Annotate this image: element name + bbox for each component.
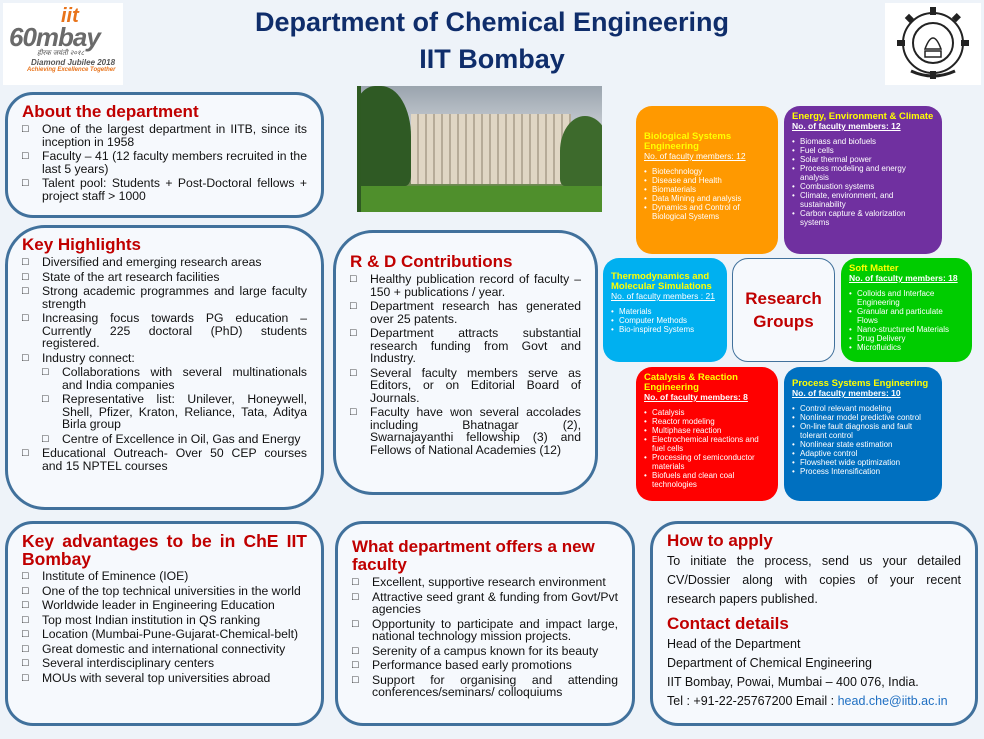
logo-hindi-text: हीरक जयंती २०१८ <box>37 50 85 57</box>
research-group-energy <box>784 106 942 254</box>
email-link[interactable]: head.che@iitb.ac.in <box>837 694 948 708</box>
group-topic: • Adaptive control <box>792 449 934 458</box>
list-item: □ MOUs with several top universities abroad <box>22 672 307 685</box>
group-faculty-count: No. of faculty members: 8 <box>644 392 748 402</box>
highlights-heading: Key Highlights <box>22 235 142 254</box>
group-topic: • Materials <box>611 307 719 316</box>
research-group-soft-matter <box>841 258 972 362</box>
group-faculty-count: No. of faculty members : 21 <box>611 291 715 301</box>
list-item: □ Increasing focus towards PG education – Currently 225 doctoral (PhD) students registered. <box>22 312 307 350</box>
about-department-box <box>5 92 324 218</box>
group-topic: • Fuel cells <box>792 146 934 155</box>
list-item: □ Healthy publication record of faculty – 150 + publications / year. <box>350 273 581 298</box>
group-topic: • Process modeling and energy analysis <box>792 164 934 182</box>
group-topic: • Microfluidics <box>849 343 964 352</box>
research-group-biological <box>636 106 778 254</box>
key-advantages-box <box>5 521 324 726</box>
group-title: Process Systems Engineering <box>792 378 929 389</box>
list-item: □ Talent pool: Students + Post-Doctoral fellows + project staff > 1000 <box>22 177 307 202</box>
group-title: Catalysis & Reaction Engineering <box>644 372 738 393</box>
list-item: □ Opportunity to participate and impact large, national technology mission projects. <box>352 618 618 643</box>
group-topic: • Granular and particulate Flows <box>849 307 964 325</box>
logo-bombay-text: 60mbay <box>9 22 100 52</box>
list-item: □ Diversified and emerging research areas <box>22 256 307 269</box>
group-topic: • Nano-structured Materials <box>849 325 964 334</box>
group-title: Thermodynamics and Molecular Simulations <box>611 271 712 292</box>
list-item: □ Serenity of a campus known for its beauty <box>352 645 618 658</box>
list-item: □ Worldwide leader in Engineering Education <box>22 599 307 612</box>
department-offers-box <box>335 521 635 726</box>
offers-heading: What department offers a new faculty <box>352 537 595 574</box>
group-faculty-count: No. of faculty members: 12 <box>644 151 746 161</box>
group-topic: • Nonlinear model predictive control <box>792 413 934 422</box>
research-group-process-systems <box>784 367 942 501</box>
research-group-thermodynamics <box>603 258 727 362</box>
contact-heading: Contact details <box>667 614 789 633</box>
group-topic: • Electrochemical reactions and fuel cells <box>644 435 770 453</box>
group-topic: • Combustion systems <box>792 182 934 191</box>
group-topic: • Climate, environment, and sustainability <box>792 191 934 209</box>
iitb-diamond-jubilee-logo <box>3 3 123 85</box>
group-faculty-count: No. of faculty members: 12 <box>792 121 901 131</box>
group-topic: • Biofuels and clean coal technologies <box>644 471 770 489</box>
sub-list-item: □ Collaborations with several multinationals and India companies <box>42 366 307 391</box>
research-groups-label <box>732 258 835 362</box>
group-topic: • Drug Delivery <box>849 334 964 343</box>
list-item: □ Industry connect: <box>22 352 307 365</box>
group-topic: • Process Intensification <box>792 467 934 476</box>
list-item: □ Attractive seed grant & funding from Govt/Pvt agencies <box>352 591 618 616</box>
title-line-1: Department of Chemical Engineering <box>254 7 730 37</box>
group-topic: • Disease and Health <box>644 176 770 185</box>
group-topic: • Flowsheet wide optimization <box>792 458 934 467</box>
group-topic: • On-line fault diagnosis and fault tolerant control <box>792 422 934 440</box>
research-groups-label-line1: Research <box>745 289 822 308</box>
list-item: □ Strong academic programmes and large faculty strength <box>22 285 307 310</box>
gear-emblem-icon <box>893 5 973 83</box>
list-item: □ Several faculty members serve as Editors, or on Editorial Board of Journals. <box>350 367 581 405</box>
list-item: □ Institute of Eminence (IOE) <box>22 570 307 583</box>
contact-line: Head of the Department <box>667 637 801 651</box>
list-item: □ Department research has generated over 25 patents. <box>350 300 581 325</box>
list-item: □ Department attracts substantial research funding from Govt and Industry. <box>350 327 581 365</box>
list-item: □ Location (Mumbai-Pune-Gujarat-Chemical-belt) <box>22 628 307 641</box>
contact-line: IIT Bombay, Powai, Mumbai – 400 076, India. <box>667 675 919 689</box>
group-topic: • Colloids and Interface Engineering <box>849 289 964 307</box>
group-topic: • Carbon capture & valorization systems <box>792 209 934 227</box>
group-faculty-count: No. of faculty members: 10 <box>792 388 901 398</box>
logo-iit-text: iit <box>61 5 79 27</box>
group-topic: • Biomaterials <box>644 185 770 194</box>
list-item: □ State of the art research facilities <box>22 271 307 284</box>
group-topic: • Computer Methods <box>611 316 719 325</box>
tel-label: Tel : +91-22-25767200 Email : <box>667 694 838 708</box>
list-item: □ Support for organising and attending conferences/seminars/ colloquiums <box>352 674 618 699</box>
iitb-emblem-logo <box>885 3 981 85</box>
research-group-catalysis <box>636 367 778 501</box>
list-item: □ Faculty – 41 (12 faculty members recruited in the last 5 years) <box>22 150 307 175</box>
group-topic: • Bio-inspired Systems <box>611 325 719 334</box>
rnd-heading: R & D Contributions <box>350 252 513 271</box>
list-item: □ Several interdisciplinary centers <box>22 657 307 670</box>
apply-text: To initiate the process, send us your detailed CV/Dossier along with copies of your recent research papers published. <box>667 554 961 606</box>
list-item: □ One of the largest department in IITB, since its inception in 1958 <box>22 123 307 148</box>
group-topic: • Control relevant modeling <box>792 404 934 413</box>
group-topic: • Biomass and biofuels <box>792 137 934 146</box>
group-title: Biological Systems Engineering <box>644 131 732 152</box>
group-title: Energy, Environment & Climate <box>792 111 934 122</box>
contact-tel-email <box>667 692 961 711</box>
page-title <box>200 4 784 78</box>
advantages-heading: Key advantages to be in ChE IIT Bombay <box>22 531 307 569</box>
how-to-apply-box <box>650 521 978 726</box>
contact-line: Department of Chemical Engineering <box>667 656 872 670</box>
logo-tagline: Achieving Excellence Together <box>27 67 116 73</box>
group-topic: • Data Mining and analysis <box>644 194 770 203</box>
group-topic: • Catalysis <box>644 408 770 417</box>
group-topic: • Biotechnology <box>644 167 770 176</box>
list-item: □ Faculty have won several accolades including Bhatnagar (2), Swarnajayanthi fellowship (3) and Fellows of National Academies (12) <box>350 406 581 456</box>
list-item: □ Performance based early promotions <box>352 659 618 672</box>
logo-jubilee-text: Diamond Jubilee 2018 <box>31 58 116 67</box>
group-title: Soft Matter <box>849 263 899 274</box>
group-topic: • Reactor modeling <box>644 417 770 426</box>
group-faculty-count: No. of faculty members: 18 <box>849 273 958 283</box>
group-topic: • Dynamics and Control of Biological Systems <box>644 203 770 221</box>
list-item: □ Top most Indian institution in QS ranking <box>22 614 307 627</box>
key-highlights-box <box>5 225 324 510</box>
list-item: □ Great domestic and international connectivity <box>22 643 307 656</box>
rnd-contributions-box <box>333 230 598 495</box>
sub-list-item: □ Representative list: Unilever, Honeywell, Shell, Pfizer, Kraton, Reliance, Tata, Aditya Birla group <box>42 393 307 431</box>
group-topic: • Processing of semiconductor materials <box>644 453 770 471</box>
title-line-2: IIT Bombay <box>419 44 565 74</box>
group-topic: • Nonlinear state estimation <box>792 440 934 449</box>
campus-building-photo <box>357 86 602 212</box>
group-topic: • Solar thermal power <box>792 155 934 164</box>
research-groups-label-line2: Groups <box>753 312 814 331</box>
group-topic: • Multiphase reaction <box>644 426 770 435</box>
apply-heading: How to apply <box>667 531 773 550</box>
list-item: □ Excellent, supportive research environment <box>352 576 618 589</box>
about-heading: About the department <box>22 102 199 121</box>
list-item: □ One of the top technical universities in the world <box>22 585 307 598</box>
list-item: □ Educational Outreach- Over 50 CEP courses and 15 NPTEL courses <box>22 447 307 472</box>
sub-list-item: □ Centre of Excellence in Oil, Gas and Energy <box>42 433 307 446</box>
